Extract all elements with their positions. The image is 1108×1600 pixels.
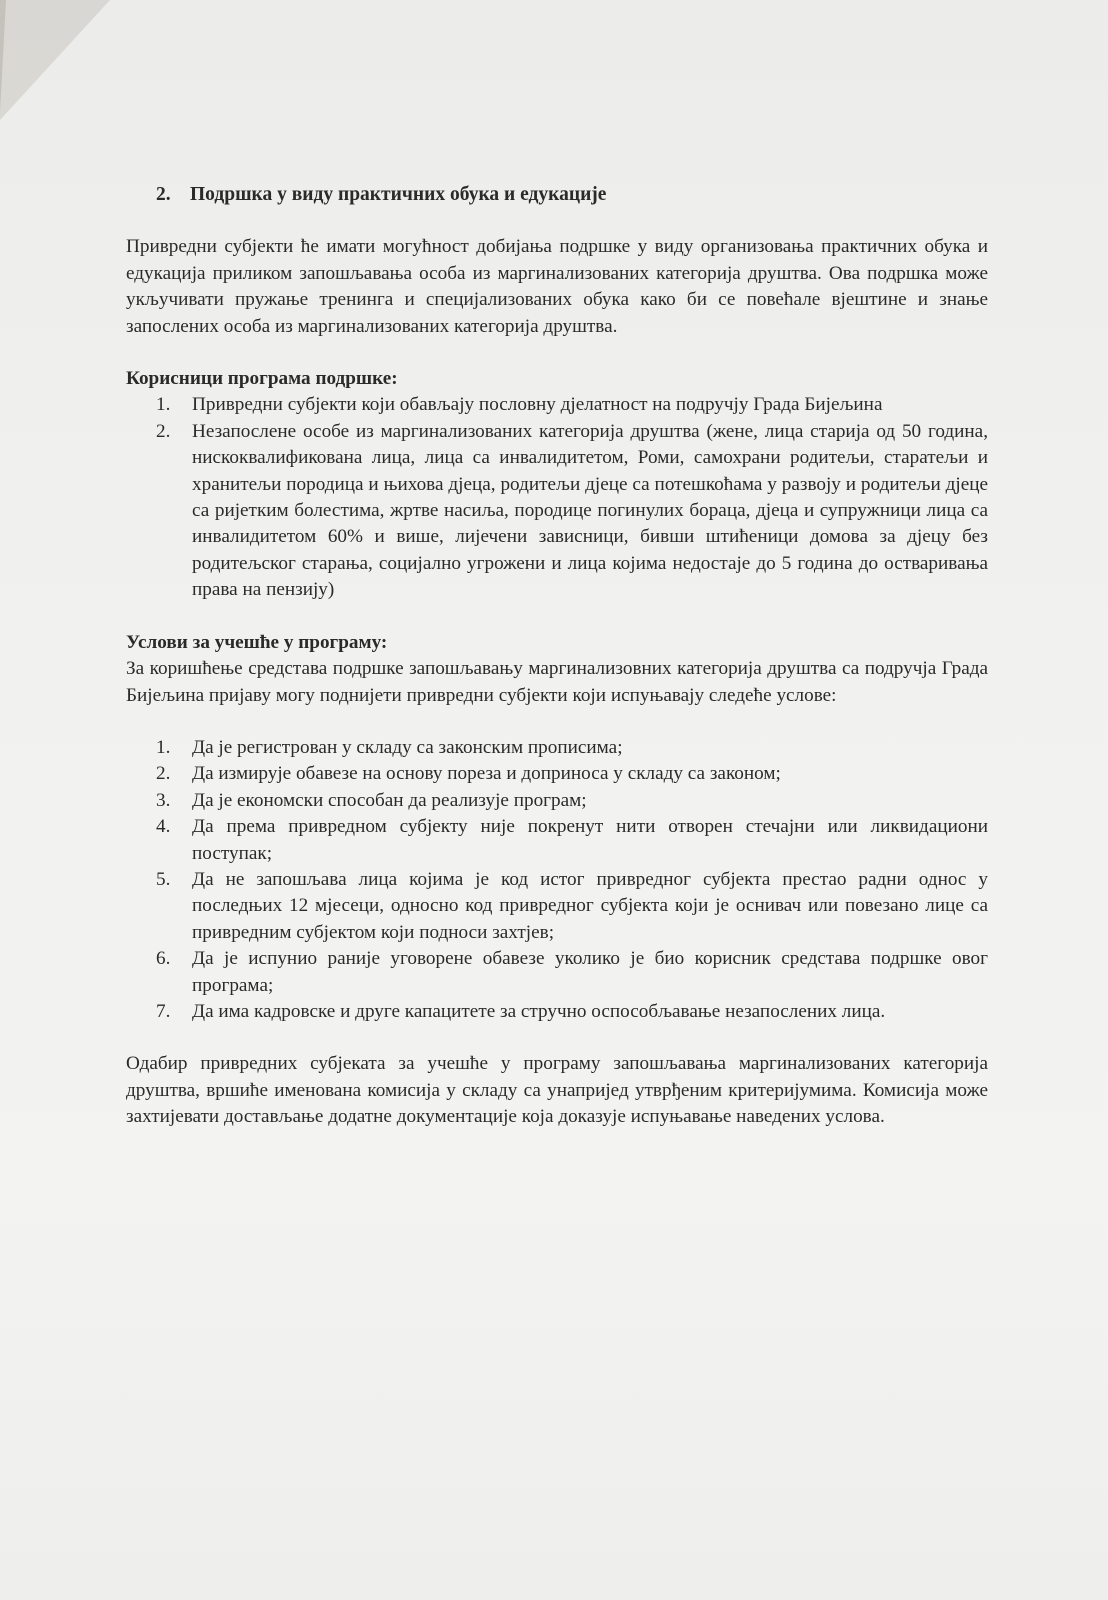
list-item xyxy=(126,867,988,946)
page-corner-shadow xyxy=(0,0,6,112)
spacer xyxy=(126,709,988,735)
list-item xyxy=(126,761,988,787)
list-item-text: Незапослене особе из маргинализованих категорија друштва (жене, лица старија од 50 година, нискоквалификована лица, лица са инвалидитетом, Роми, самохрани родитељи, старатељи и хранитељи породица и њихова дјеца, родитељи дјеце са потешкоћама у развоју и родитељи дјеце са ријетким болестима, жртве насиља, породице погинулих бораца, дјеца и супружници лица са инвалидитетом 60% и више, лијечени зависници, бивши штићеници домова за дјецу без родитељског старања, социјално угрожени и лица којима недостаје до 5 година до остваривања права на пензију) xyxy=(192,420,988,601)
conditions-heading: Услови за учешће у програму: xyxy=(126,631,388,653)
spacer xyxy=(126,604,988,630)
page-corner-fold xyxy=(0,0,110,120)
conditions-intro: За коришћење средстава подршке запошљавању маргинализовних категорија друштва са подручја Града Бијељина пријаву могу поднијети привредни субјекти који испуњавају следеће услове: xyxy=(126,658,988,706)
intro-paragraph: Привредни субјекти ће имати могућност добијања подршке у виду организовања практичних обука и едукација приликом запошљавања особа из маргинализованих категорија друштва. Ова подршка може укључивати пружање тренинга и специјализованих обука како би се повећале вјештине и знање запослених особа из маргинализованих категорија друштва. xyxy=(126,236,988,337)
list-item-number: 6. xyxy=(156,948,171,970)
list-item xyxy=(126,946,988,999)
list-item-text: Да не запошљава лица којима је код истог привредног субјекта престао радни однос у последњих 12 мјесеци, односно код привредног субјекта који је оснивач или повезано лице са привредним субјектом који подноси захтјев; xyxy=(192,868,988,943)
list-item-number: 7. xyxy=(156,1000,171,1022)
list-item xyxy=(126,999,988,1025)
list-item-text: Да има кадровске и друге капацитете за стручно оспособљавање незапослених лица. xyxy=(192,1000,886,1022)
list-item-text: Да је испунио раније уговорене обавезе уколико је био корисник средстава подршке овог програма; xyxy=(192,948,988,996)
list-item-text: Да је регистрован у складу са законским прописима; xyxy=(192,736,623,758)
beneficiaries-list xyxy=(126,392,988,603)
section-title-text: Подршка у виду практичних обука и едукације xyxy=(190,184,607,205)
spacer xyxy=(126,208,988,234)
spacer xyxy=(126,1025,988,1051)
closing-paragraph: Одабир привредних субјеката за учешће у програму запошљавања маргинализованих категорија друштва, вршиће именована комисија у складу са унапријед утврђеним критеријумима. Комисија може захтијевати достављање додатне документације која доказује испуњавање наведених услова. xyxy=(126,1053,988,1128)
list-item xyxy=(126,735,988,761)
list-item-number: 2. xyxy=(156,420,171,442)
list-item-text: Да према привредном субјекту није покренут нити отворен стечајни или ликвидациони поступак; xyxy=(192,816,988,864)
spacer xyxy=(126,340,988,366)
list-item-number: 2. xyxy=(156,763,171,785)
list-item-text: Привредни субјекти који обављају пословну дјелатност на подручју Града Бијељина xyxy=(192,394,883,416)
list-item-number: 3. xyxy=(156,789,171,811)
list-item xyxy=(126,392,988,418)
section-number: 2. xyxy=(156,184,171,205)
list-item xyxy=(126,419,988,604)
beneficiaries-heading: Корисници програма подршке: xyxy=(126,368,398,390)
list-item-number: 1. xyxy=(156,736,171,758)
list-item-text: Да је економски способан да реализује програм; xyxy=(192,789,587,811)
list-item-text: Да измирује обавезе на основу пореза и доприноса у складу са законом; xyxy=(192,763,781,785)
list-item-number: 1. xyxy=(156,394,171,416)
conditions-list xyxy=(126,735,988,1025)
list-item-number: 4. xyxy=(156,816,171,838)
list-item xyxy=(126,788,988,814)
section-title xyxy=(156,182,988,208)
list-item-number: 5. xyxy=(156,868,171,890)
document-body xyxy=(126,182,988,1131)
list-item xyxy=(126,814,988,867)
